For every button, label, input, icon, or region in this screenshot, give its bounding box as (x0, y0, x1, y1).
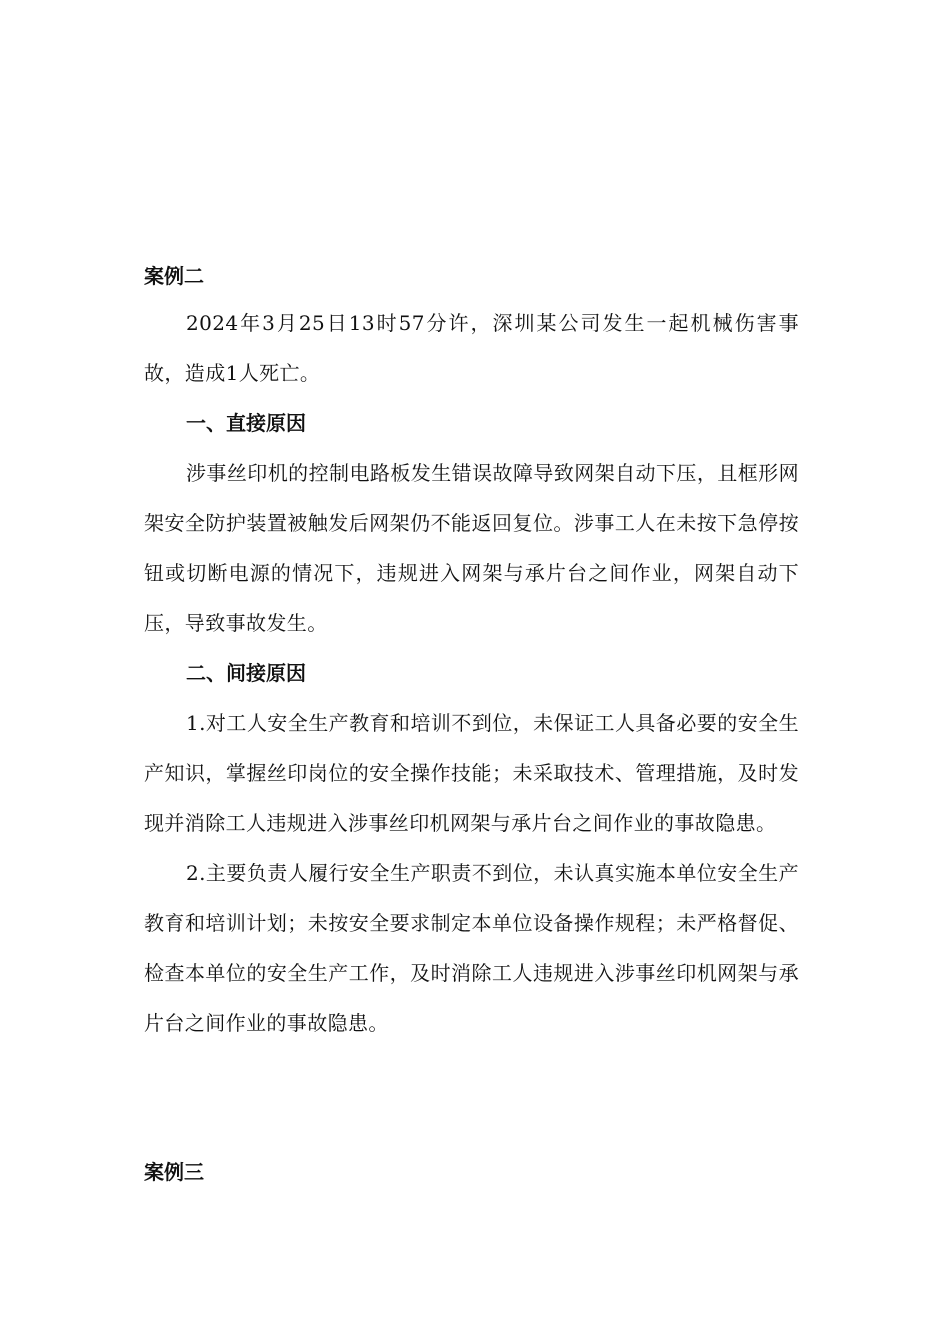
case2-title: 案例二 (144, 264, 204, 288)
indirect-cause-item-1: 1.对工人安全生产教育和培训不到位，未保证工人具备必要的安全生产知识，掌握丝印岗位的安全操作技能；未采取技术、管理措施，及时发现并消除工人违规进入涉事丝印机网架与承片台之间作业的事故隐患。 (144, 711, 799, 835)
direct-cause-heading: 一、直接原因 (186, 411, 306, 435)
case3-title: 案例三 (144, 1160, 204, 1184)
indirect-cause-item-2: 2.主要负责人履行安全生产职责不到位，未认真实施本单位安全生产教育和培训计划；未按安全要求制定本单位设备操作规程；未严格督促、检查本单位的安全生产工作，及时消除工人违规进入涉事丝印机网架与承片台之间作业的事故隐患。 (144, 861, 799, 1035)
direct-cause-paragraph: 涉事丝印机的控制电路板发生错误故障导致网架自动下压，且框形网架安全防护装置被触发后网架仍不能返回复位。涉事工人在未按下急停按钮或切断电源的情况下，违规进入网架与承片台之间作业，网架自动下压，导致事故发生。 (144, 461, 799, 635)
indirect-cause-heading: 二、间接原因 (186, 661, 306, 685)
case2-section (144, 254, 799, 1048)
case3-section (144, 1150, 204, 1194)
case2-intro-paragraph: 2024年3月25日13时57分许，深圳某公司发生一起机械伤害事故，造成1人死亡。 (144, 311, 799, 385)
